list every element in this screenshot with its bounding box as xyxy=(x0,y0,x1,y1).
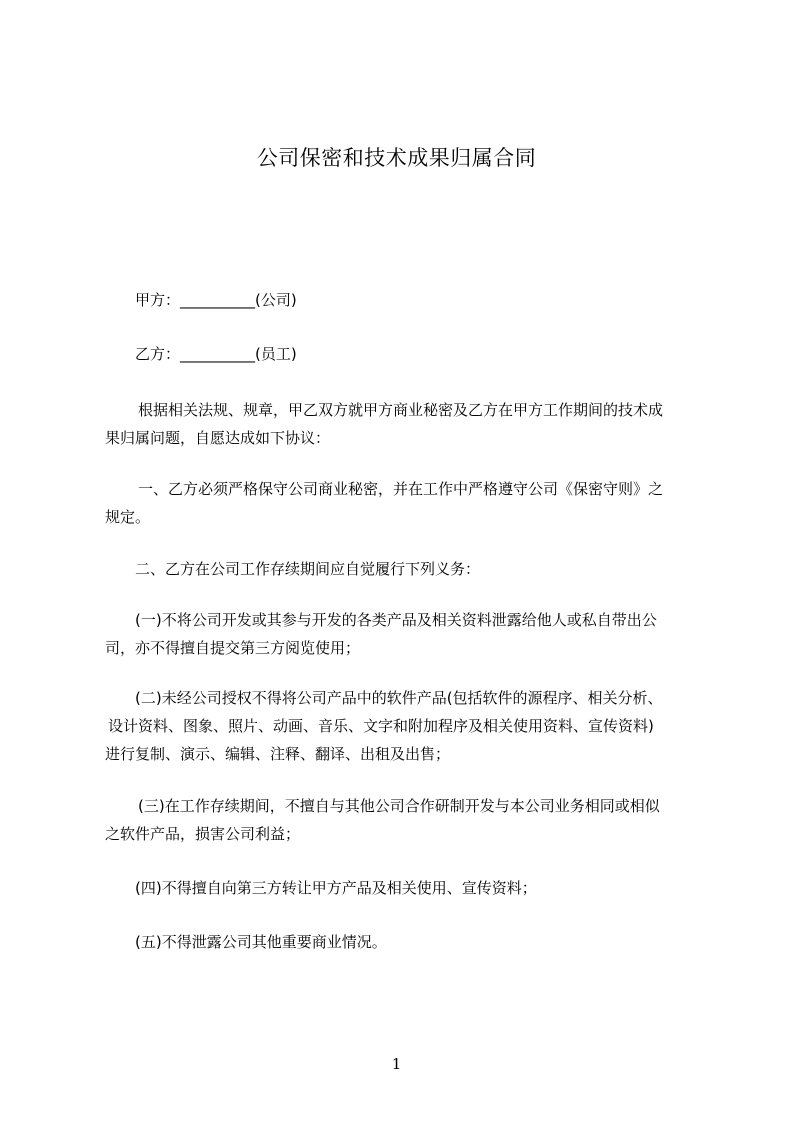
item-4-line: (四)不得擅自向第三方转让甲方产品及相关使用、宣传资料； xyxy=(135,879,537,897)
item-1-line-1: (一)不将公司开发或其参与开发的各类产品及相关资料泄露给他人或私自带出公 xyxy=(135,611,657,629)
item-2-line-2: 设计资料、图象、照片、动画、音乐、文字和附加程序及相关使用资料、宣传资料) xyxy=(108,717,654,735)
intro-line-1: 根据相关法规、规章，甲乙双方就甲方商业秘密及乙方在甲方工作期间的技术成 xyxy=(138,401,664,419)
intro-line-2: 果归属问题，自愿达成如下协议： xyxy=(105,429,331,447)
party-b-line: 乙方：__________(员工) xyxy=(135,345,297,363)
item-1-paragraph xyxy=(105,606,705,662)
item-2-paragraph xyxy=(105,684,705,768)
clause-1-line-2: 规定。 xyxy=(105,508,151,526)
item-3-line-1: (三)在工作存续期间，不擅自与其他公司合作研制开发与本公司业务相同或相似 xyxy=(138,797,660,815)
page-number: 1 xyxy=(391,1055,402,1073)
item-1-line-2: 司，亦不得擅自提交第三方阅览使用； xyxy=(105,639,361,657)
item-2-line-3: 进行复制、演示、编辑、注释、翻译、出租及出售； xyxy=(105,745,451,763)
item-2-line-1: (二)未经公司授权不得将公司产品中的软件产品(包括软件的源程序、相关分析、 xyxy=(135,689,663,707)
item-3-line-2: 之软件产品，损害公司利益； xyxy=(105,825,301,843)
clause-1-line-1: 一、乙方必须严格保守公司商业秘密，并在工作中严格遵守公司《保密守则》之 xyxy=(138,480,664,498)
intro-paragraph xyxy=(105,396,705,452)
clause-1-paragraph xyxy=(105,475,705,531)
party-a-line: 甲方：__________(公司) xyxy=(135,291,297,309)
document-title: 公司保密和技术成果归属合同 xyxy=(256,146,537,170)
item-5-line: (五)不得泄露公司其他重要商业情况。 xyxy=(135,933,387,951)
item-3-paragraph xyxy=(105,792,705,848)
clause-2-heading: 二、乙方在公司工作存续期间应自觉履行下列义务： xyxy=(135,560,481,578)
